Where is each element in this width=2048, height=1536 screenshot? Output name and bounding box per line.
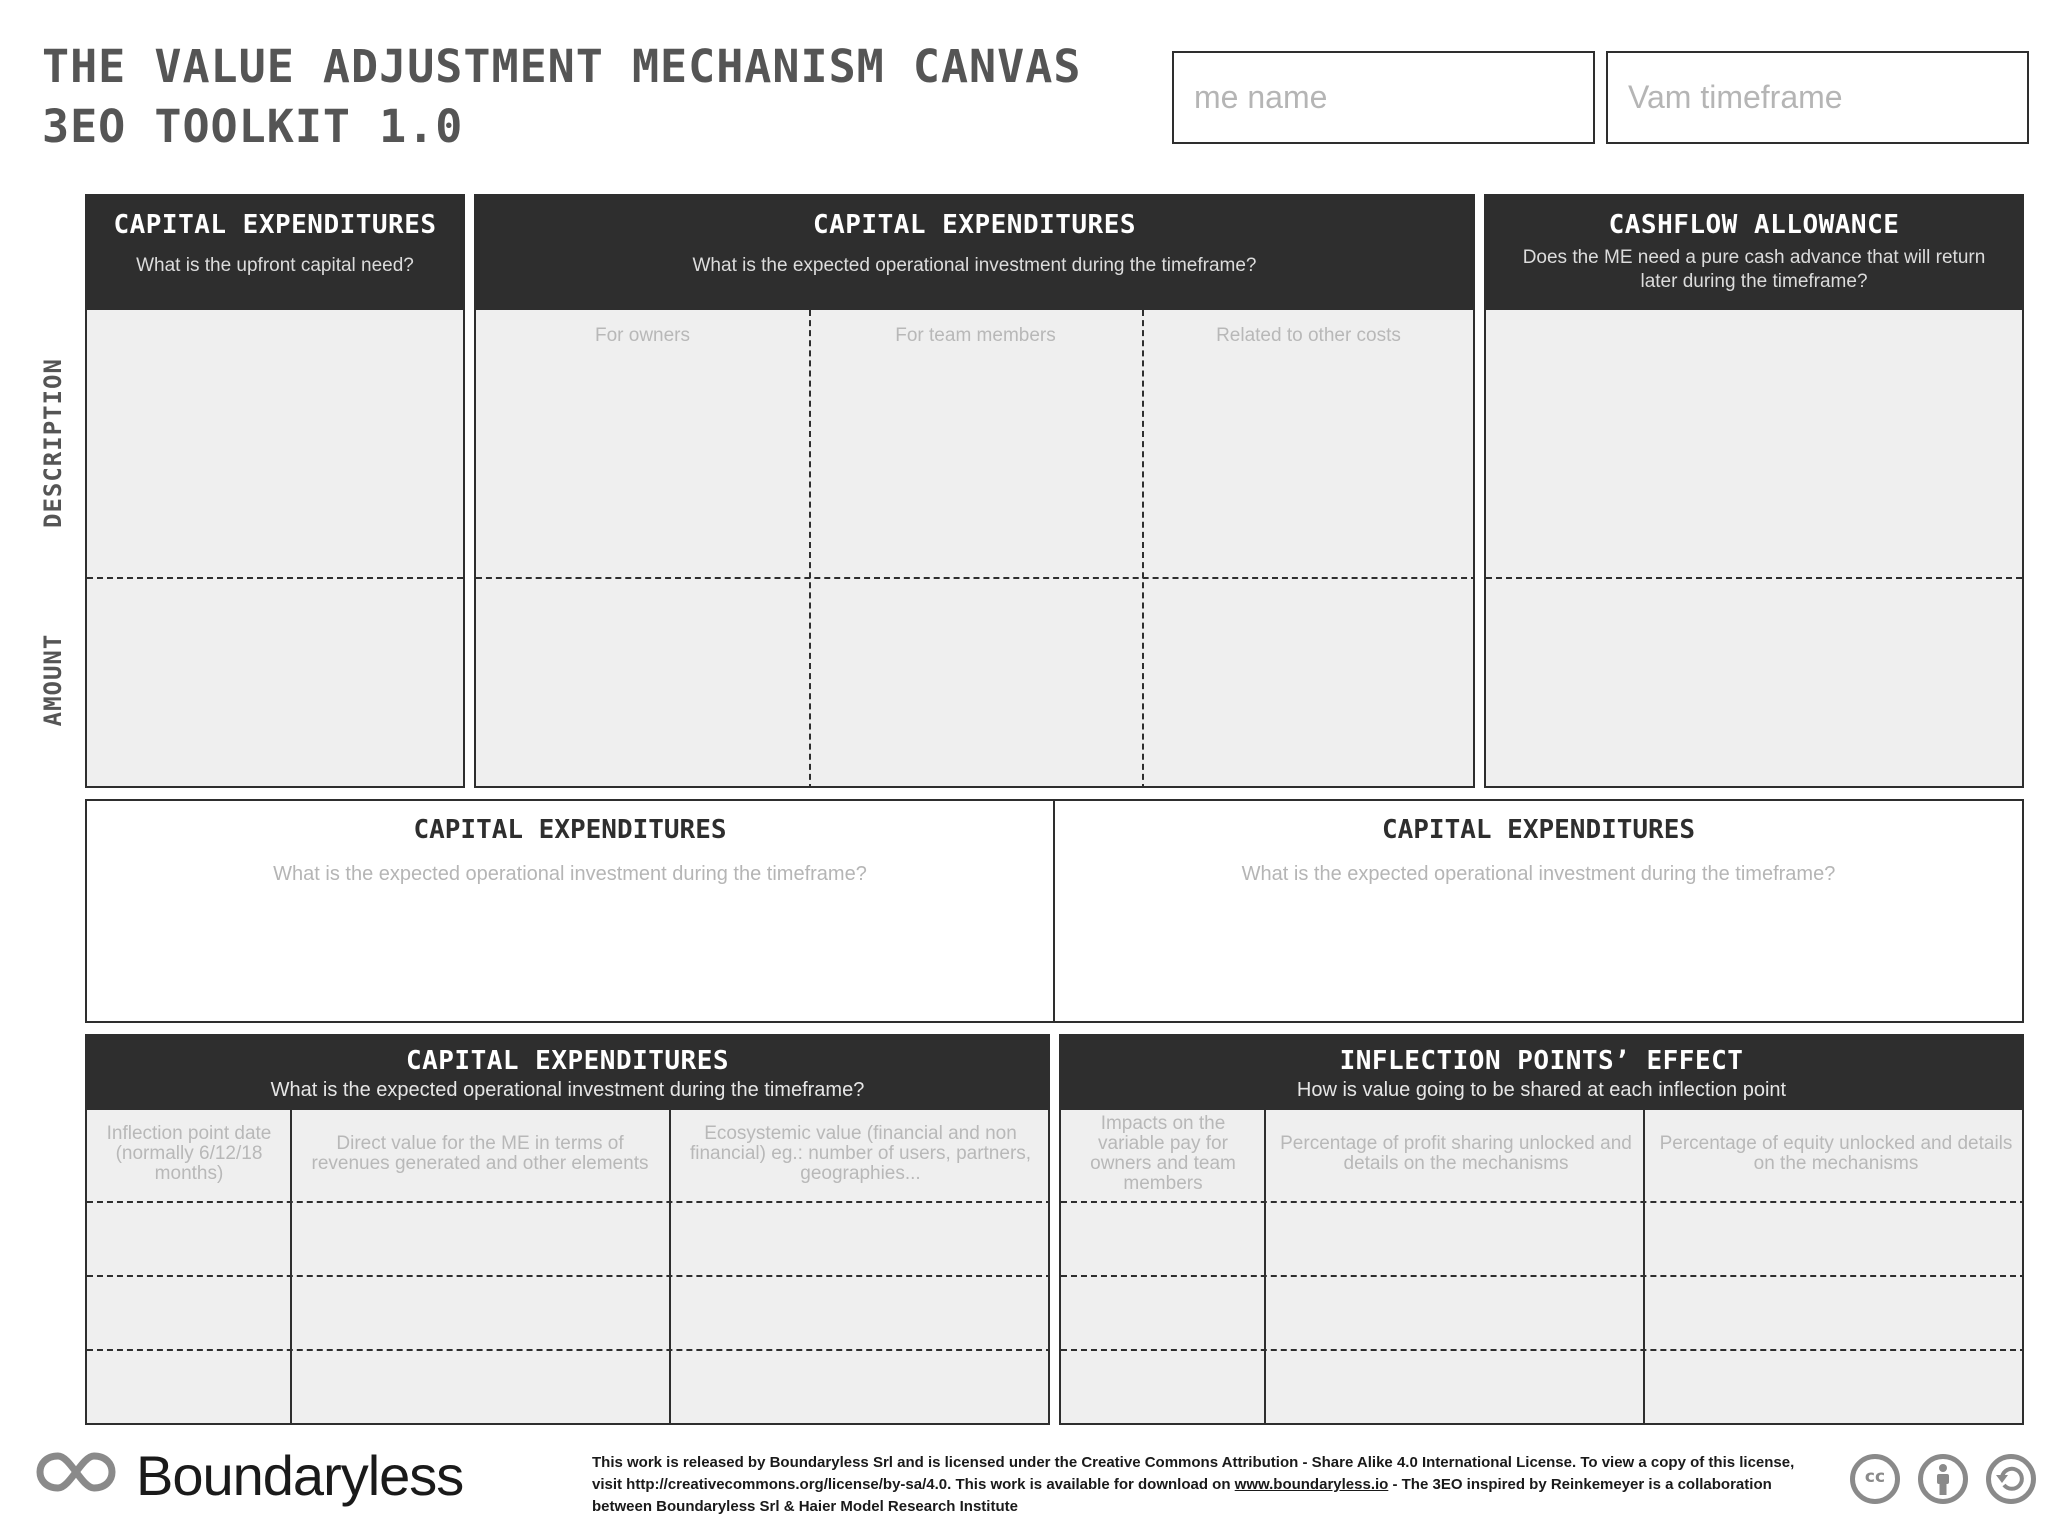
middle-left-question: What is the expected operational investment during the timeframe? (273, 863, 867, 885)
middle-left-title: CAPITAL EXPENDITURES (413, 815, 727, 845)
opex-owners-description-cell[interactable] (476, 356, 807, 574)
capex-upfront-question: What is the upfront capital need? (136, 255, 414, 276)
capex-upfront-title: CAPITAL EXPENDITURES (113, 210, 437, 240)
capex-upfront-section (85, 194, 465, 788)
opex-section (474, 194, 1475, 788)
opex-title: CAPITAL EXPENDITURES (812, 210, 1137, 240)
inflection-row-2-date-cell[interactable] (87, 1278, 288, 1347)
canvas-title: THE VALUE ADJUSTMENT MECHANISM CANVAS (42, 40, 1082, 93)
effect-row-2-profit-cell[interactable] (1266, 1278, 1641, 1347)
ecosystemic-value-column: Ecosystemic value (financial and non financial) eg.: number of users, partners, geographies... (689, 1123, 1032, 1184)
inflection-row-1-direct-cell[interactable] (292, 1204, 667, 1273)
toolkit-subtitle: 3EO TOOLKIT 1.0 (42, 100, 464, 153)
opex-column-owners: For owners (594, 325, 691, 346)
amount-side-label: AMOUNT (39, 633, 67, 727)
middle-left-section[interactable] (85, 799, 1055, 1023)
effect-row-3-profit-cell[interactable] (1266, 1352, 1641, 1423)
cashflow-description-cell[interactable] (1486, 310, 2022, 578)
opex-header (476, 196, 1473, 310)
capex-upfront-header (87, 196, 463, 310)
brand-name: Boundaryless (136, 1444, 464, 1507)
effect-row-3-equity-cell[interactable] (1645, 1352, 2022, 1423)
opex-other-amount-cell[interactable] (1144, 580, 1473, 786)
me-name-input[interactable] (1172, 51, 1595, 144)
effect-row-1-pay-cell[interactable] (1061, 1204, 1262, 1273)
effect-row-3-pay-cell[interactable] (1061, 1352, 1262, 1423)
inflection-effect-title: INFLECTION POINTS’ EFFECT (1339, 1046, 1744, 1076)
bottom-left-header (87, 1036, 1048, 1110)
cashflow-question: Does the ME need a pure cash advance that will return later during the timeframe? (1522, 247, 1986, 292)
inflection-row-3-date-cell[interactable] (87, 1352, 288, 1423)
bottom-left-section (85, 1034, 1050, 1425)
direct-value-column: Direct value for the ME in terms of revenues generated and other elements (311, 1133, 649, 1174)
equity-unlocked-column: Percentage of equity unlocked and details on the mechanisms (1659, 1133, 2013, 1174)
inflection-date-column: Inflection point date (normally 6/12/18 months) (106, 1123, 272, 1184)
attribution-icon (1918, 1454, 1968, 1504)
cashflow-section (1484, 194, 2024, 788)
license-text: This work is released by Boundaryless Srl and is licensed under the Creative Commons Attribution - Share Alike 4.0 International License. To view a copy of this license, visit http://creativecommons.org/license/by-sa/4.0. This work is available for download on www.boundaryless.io - The 3EO inspired by Reinkemeyer is a collaboration between Boundaryless Srl & Haier Model Research Institute (592, 1454, 1795, 1515)
inflection-row-3-ecosystemic-cell[interactable] (671, 1352, 1048, 1423)
opex-column-other-costs: Related to other costs (1216, 325, 1401, 346)
inflection-row-2-ecosystemic-cell[interactable] (671, 1278, 1048, 1347)
bottom-left-title: CAPITAL EXPENDITURES (405, 1046, 730, 1076)
effect-row-1-profit-cell[interactable] (1266, 1204, 1641, 1273)
inflection-effect-section (1059, 1034, 2024, 1425)
middle-right-question: What is the expected operational investment during the timeframe? (1241, 863, 1836, 885)
effect-row-2-equity-cell[interactable] (1645, 1278, 2022, 1347)
inflection-effect-question: How is value going to be shared at each inflection point (1296, 1079, 1787, 1101)
opex-other-description-cell[interactable] (1144, 356, 1473, 574)
effect-row-2-pay-cell[interactable] (1061, 1278, 1262, 1347)
cashflow-amount-cell[interactable] (1486, 580, 2022, 786)
bottom-left-question: What is the expected operational investment during the timeframe? (270, 1079, 865, 1101)
cashflow-header (1486, 196, 2022, 310)
boundaryless-logo-icon (36, 1450, 116, 1494)
cc-icon: cc (1850, 1454, 1900, 1504)
vam-timeframe-input[interactable] (1606, 51, 2029, 144)
inflection-effect-header (1061, 1036, 2022, 1110)
profit-sharing-column: Percentage of profit sharing unlocked and details on the mechanisms (1280, 1133, 1632, 1174)
inflection-row-1-ecosystemic-cell[interactable] (671, 1204, 1048, 1273)
opex-team-description-cell[interactable] (811, 356, 1140, 574)
boundaryless-website-link[interactable]: www.boundaryless.io (1234, 1476, 1389, 1493)
opex-owners-amount-cell[interactable] (476, 580, 807, 786)
middle-right-section[interactable] (1053, 799, 2024, 1023)
inflection-row-3-direct-cell[interactable] (292, 1352, 667, 1423)
opex-column-team-members: For team members (895, 325, 1056, 346)
capex-description-cell[interactable] (87, 310, 463, 578)
opex-team-amount-cell[interactable] (811, 580, 1140, 786)
inflection-row-1-date-cell[interactable] (87, 1204, 288, 1273)
middle-right-title: CAPITAL EXPENDITURES (1381, 815, 1696, 845)
share-alike-icon (1986, 1454, 2036, 1504)
opex-question: What is the expected operational investment during the timeframe? (692, 255, 1257, 276)
inflection-row-2-direct-cell[interactable] (292, 1278, 667, 1347)
variable-pay-column: Impacts on the variable pay for owners and team members (1090, 1113, 1236, 1194)
effect-row-1-equity-cell[interactable] (1645, 1204, 2022, 1273)
description-side-label: DESCRIPTION (39, 358, 67, 528)
capex-amount-cell[interactable] (87, 580, 463, 786)
cashflow-title: CASHFLOW ALLOWANCE (1608, 210, 1900, 240)
